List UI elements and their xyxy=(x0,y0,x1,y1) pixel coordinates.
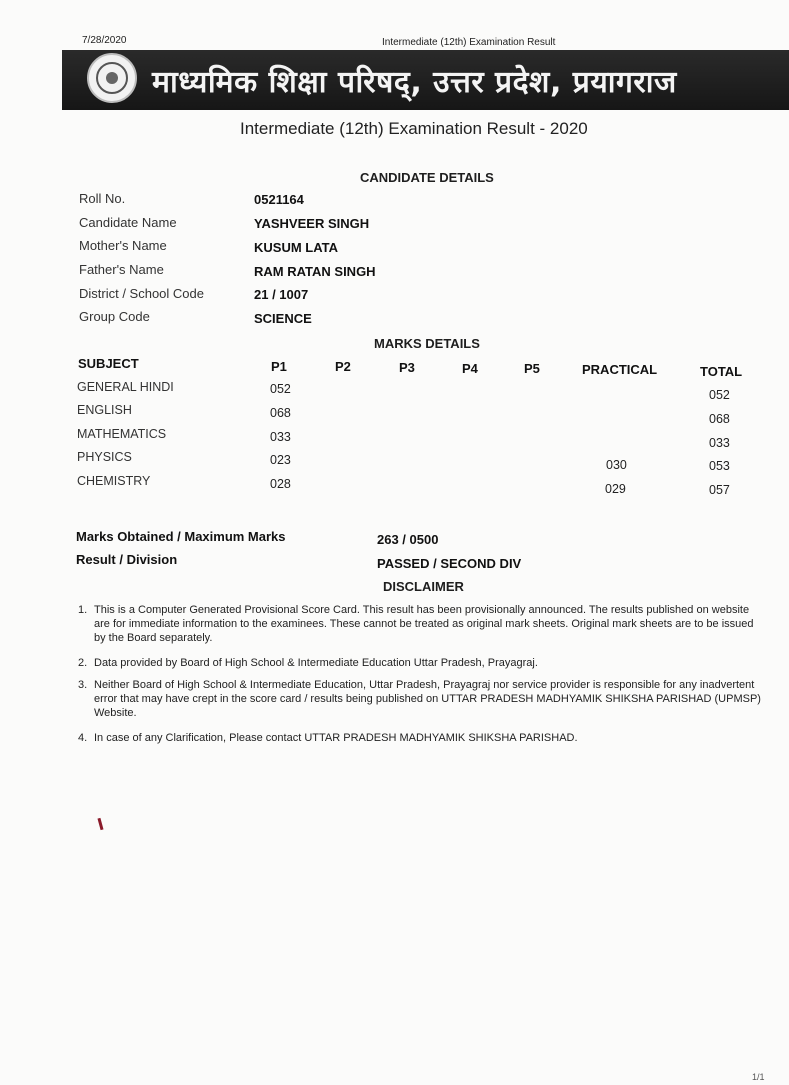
col-p3: P3 xyxy=(399,360,415,375)
candidate-name-label: Candidate Name xyxy=(79,215,177,230)
subject-p1: 023 xyxy=(270,453,291,467)
mother-name-value: KUSUM LATA xyxy=(254,240,339,255)
col-p2: P2 xyxy=(335,359,351,374)
subject-name: ENGLISH xyxy=(77,403,132,417)
disclaimer-item xyxy=(78,678,764,720)
subject-name: GENERAL HINDI xyxy=(77,380,174,394)
mother-name-label: Mother's Name xyxy=(79,238,167,253)
disclaimer-item-text: Data provided by Board of High School & Intermediate Education Uttar Pradesh, Prayagraj. xyxy=(94,657,538,669)
subject-total: 053 xyxy=(709,459,730,473)
board-logo-icon xyxy=(87,53,137,103)
disclaimer-item xyxy=(78,603,764,645)
candidate-name-value: YASHVEER SINGH xyxy=(254,216,370,231)
ink-mark xyxy=(97,818,103,830)
subject-total: 068 xyxy=(709,412,730,426)
father-name-label: Father's Name xyxy=(79,262,164,277)
roll-no-value: 0521164 xyxy=(254,192,304,207)
disclaimer-item-number: 3. xyxy=(78,679,88,691)
subject-name: CHEMISTRY xyxy=(77,474,151,488)
disclaimer-heading: DISCLAIMER xyxy=(383,579,464,594)
disclaimer-item xyxy=(78,656,768,670)
district-school-code-value: 21 / 1007 xyxy=(254,287,309,302)
disclaimer-item-text: This is a Computer Generated Provisional Score Card. This result has been provisionally announced. The results published on website are for immediate information to the examinees. These cannot be treated as original mark sheets. Original mark sheets are to be issued by the Board separately. xyxy=(94,604,754,644)
col-p1: P1 xyxy=(271,359,287,374)
col-practical: PRACTICAL xyxy=(582,362,658,377)
col-subject: SUBJECT xyxy=(78,356,139,371)
disclaimer-item-number: 4. xyxy=(78,732,88,744)
subject-practical: 029 xyxy=(605,482,626,496)
marks-obtained-value: 263 / 0500 xyxy=(377,532,439,547)
disclaimer-item-text: In case of any Clarification, Please contact UTTAR PRADESH MADHYAMIK SHIKSHA PARISHAD. xyxy=(94,732,578,744)
marks-obtained-label: Marks Obtained / Maximum Marks xyxy=(76,529,286,544)
disclaimer-item-text: Neither Board of High School & Intermediate Education, Uttar Pradesh, Prayagraj nor service provider is responsible for any inadvertent error that may have crept in the score card / results being published on UTTAR PRADESH MADHYAMIK SHIKSHA PARISHAD (UPMSP) Website. xyxy=(94,679,761,719)
print-page-title: Intermediate (12th) Examination Result xyxy=(382,37,556,48)
col-p4: P4 xyxy=(462,361,478,376)
subject-p1: 028 xyxy=(270,477,291,491)
print-date: 7/28/2020 xyxy=(82,35,127,46)
group-code-label: Group Code xyxy=(79,309,150,324)
col-total: TOTAL xyxy=(700,364,743,379)
subject-practical: 030 xyxy=(606,458,627,472)
disclaimer-item xyxy=(78,731,768,745)
subject-p1: 068 xyxy=(270,406,291,420)
subject-total: 052 xyxy=(709,388,730,402)
page-title: Intermediate (12th) Examination Result - 2020 xyxy=(240,119,588,138)
district-school-code-label: District / School Code xyxy=(79,286,204,301)
result-division-label: Result / Division xyxy=(76,552,178,567)
board-name: माध्यमिक शिक्षा परिषद्, उत्तर प्रदेश, प्रयागराज xyxy=(152,65,677,100)
result-division-value: PASSED / SECOND DIV xyxy=(377,556,522,571)
roll-no-label: Roll No. xyxy=(79,191,126,206)
subject-p1: 033 xyxy=(270,430,291,444)
subject-p1: 052 xyxy=(270,382,291,396)
disclaimer-item-number: 2. xyxy=(78,657,88,669)
subject-name: MATHEMATICS xyxy=(77,427,167,441)
page-number: 1/1 xyxy=(752,1072,765,1082)
subject-total: 033 xyxy=(709,436,730,450)
subject-name: PHYSICS xyxy=(77,450,132,464)
group-code-value: SCIENCE xyxy=(254,311,312,326)
subject-total: 057 xyxy=(709,483,730,497)
col-p5: P5 xyxy=(524,361,540,376)
father-name-value: RAM RATAN SINGH xyxy=(254,264,376,279)
marks-details-heading: MARKS DETAILS xyxy=(374,336,480,351)
disclaimer-item-number: 1. xyxy=(78,604,88,616)
candidate-details-heading: CANDIDATE DETAILS xyxy=(360,170,494,185)
